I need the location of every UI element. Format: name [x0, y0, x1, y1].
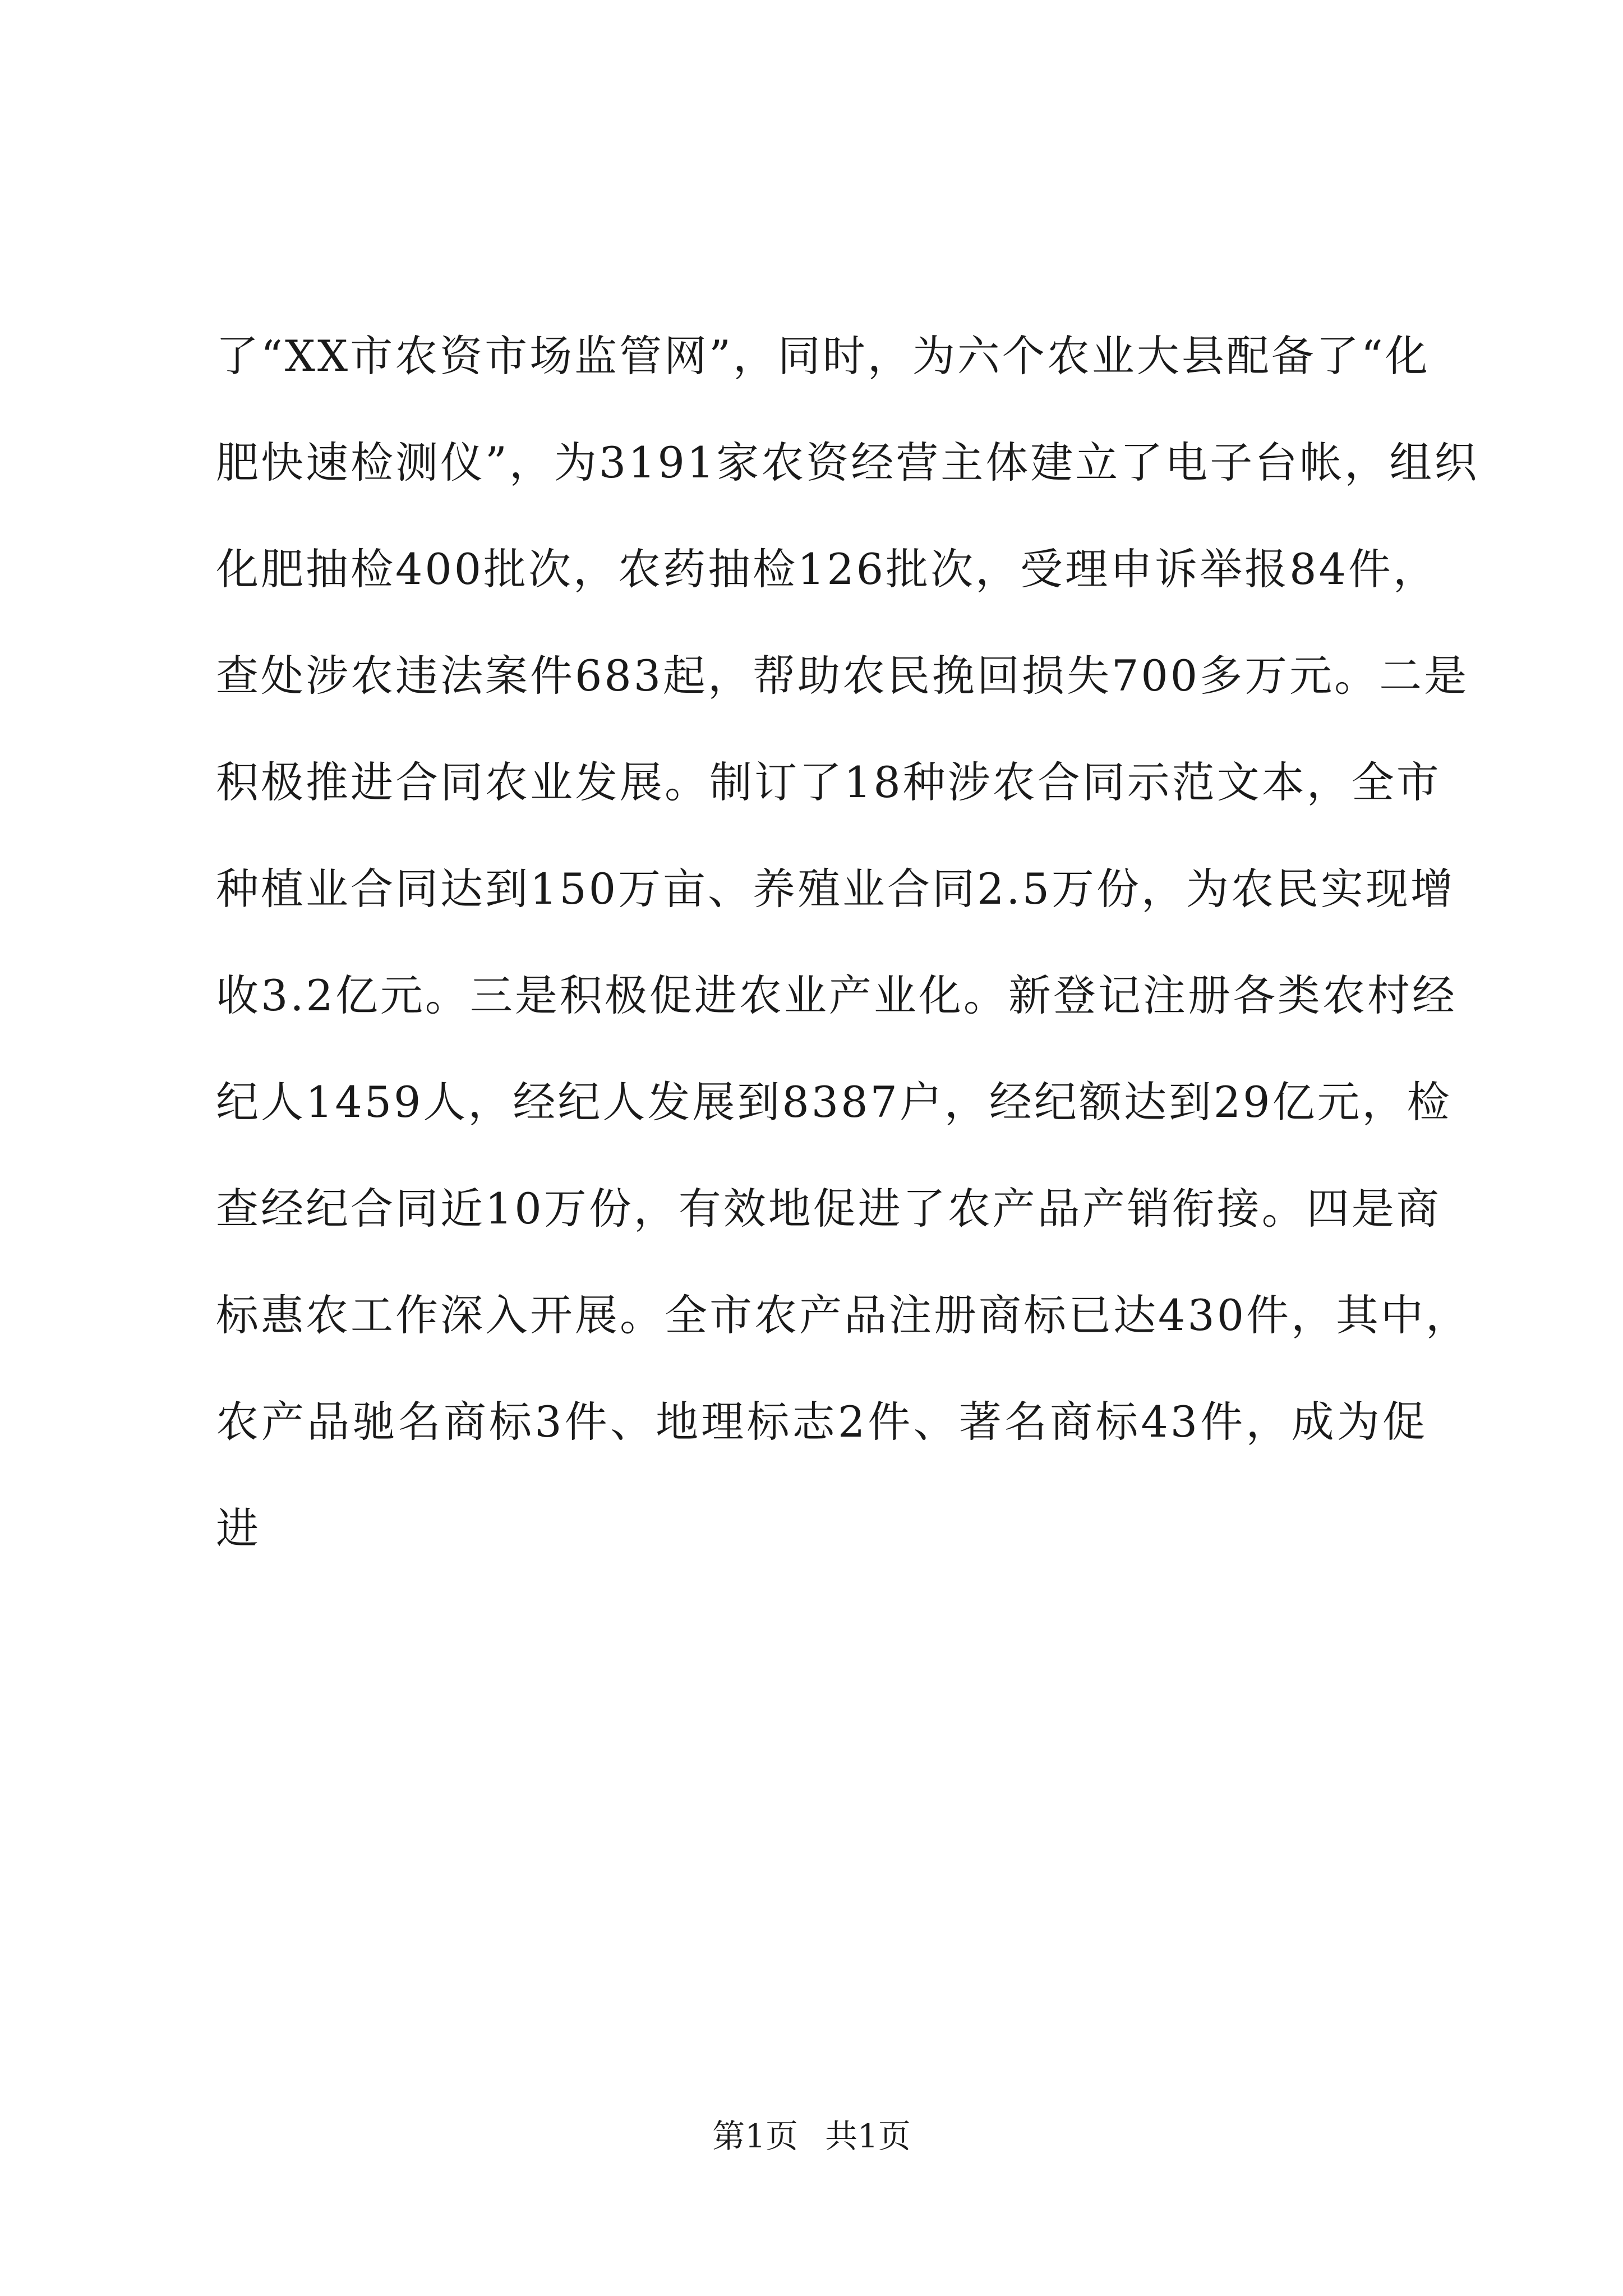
text-line: 查处涉农违法案件683起，帮助农民挽回损失700多万元。二是: [216, 651, 1469, 701]
text-line: 收3.2亿元。三是积极促进农业产业化。新登记注册各类农村经: [216, 970, 1457, 1020]
page-total: 共1页: [825, 2117, 911, 2155]
text-line: 农产品驰名商标3件、地理标志2件、著名商标43件，成为促: [216, 1397, 1427, 1447]
text-line: 积极推进合同农业发展。制订了18种涉农合同示范文本，全市: [216, 757, 1441, 807]
text-line: 纪人1459人，经纪人发展到8387户，经纪额达到29亿元，检: [216, 1077, 1452, 1127]
text-line: 进: [216, 1503, 261, 1553]
text-line: 肥快速检测仪”，为3191家农资经营主体建立了电子台帐，组织: [216, 438, 1479, 487]
text-line: 种植业合同达到150万亩、养殖业合同2.5万份，为农民实现增: [216, 864, 1455, 914]
text-line: 了“XX市农资市场监管网”，同时，为六个农业大县配备了“化: [216, 331, 1430, 381]
text-line: 标惠农工作深入开展。全市农产品注册商标已达430件，其中，: [216, 1290, 1471, 1340]
text-line: 查经纪合同近10万份，有效地促进了农产品产销衔接。四是商: [216, 1184, 1441, 1234]
page-number: 第1页: [712, 2117, 798, 2155]
text-line: 化肥抽检400批次，农药抽检126批次，受理申诉举报84件，: [216, 544, 1438, 594]
body-paragraph: [216, 303, 1479, 1582]
page-footer: [0, 2114, 1623, 2159]
